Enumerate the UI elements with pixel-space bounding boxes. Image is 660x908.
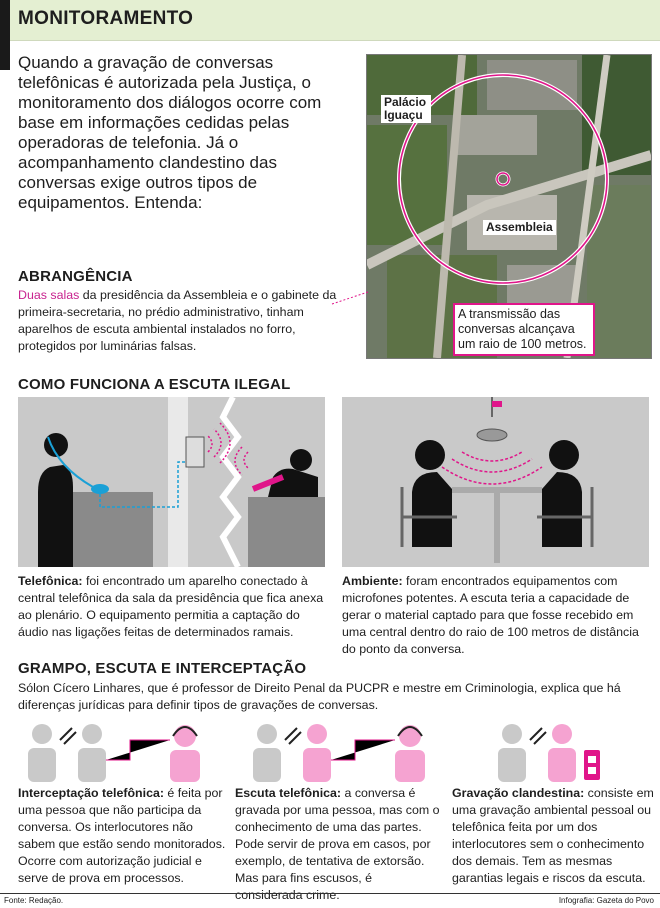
aerial-map — [366, 54, 652, 359]
gravacao-lead: Gravação clandestina: — [452, 786, 585, 800]
grampo-intro: Sólon Cícero Linhares, que é professor de Direito Penal da PUCPR e mestre em Criminologia, explica que há diferenças jurídicas para definir tipos de gravações de conversas. — [18, 681, 621, 712]
abrangencia-title: ABRANGÊNCIA — [18, 268, 133, 285]
como-funciona-title: COMO FUNCIONA A ESCUTA ILEGAL — [18, 376, 291, 393]
escuta-lead: Escuta telefônica: — [235, 786, 342, 800]
label-assembleia: Assembleia — [483, 220, 556, 235]
abrangencia-body: da presidência da Assembleia e o gabinete da primeira-secretaria, no prédio administrativo, tinham aparelhos de escuta ambiental instalados no forro, protegidos por luminárias falsas. — [18, 288, 337, 353]
telefonica-body: foi encontrado um aparelho conectado à central telefônica da sala da presidência que fica anexa ao plenário. O equipamento permitia a captação do áudio nas ligações feitas de determinados ramais. — [18, 574, 324, 639]
abrangencia-text — [18, 287, 340, 355]
map-callout: A transmissão das conversas alcançava um raio de 100 metros. — [453, 303, 595, 356]
grampo-title: GRAMPO, ESCUTA E INTERCEPTAÇÃO — [18, 660, 307, 677]
interceptacao-lead: Interceptação telefônica: — [18, 786, 164, 800]
dotted-leader-line — [330, 290, 370, 310]
gravacao-caption — [452, 785, 657, 887]
header-accent-bar — [0, 0, 10, 70]
telefonica-caption — [18, 573, 328, 641]
gravacao-body: consiste em uma gravação ambiental pessoal ou telefônica feita por um dos interlocutores sem o conhecimento dos demais. Tem as mesmas garantias legais e riscos da escuta. — [452, 786, 654, 885]
interceptacao-caption — [18, 785, 228, 887]
ambiente-body: foram encontrados equipamentos com microfones potentes. A escuta teria a capacidade de gerar o material captado para que fosse recebido em uma central dentro do raio de 100 metros de distância do ponto da conversa. — [342, 574, 639, 656]
footer-source: Fonte: Redação. — [4, 896, 64, 905]
footer-credit: Infografia: Gazeta do Povo — [558, 896, 654, 905]
page-title: MONITORAMENTO — [18, 8, 194, 29]
telefonica-illustration — [18, 397, 325, 567]
interceptacao-icon — [20, 720, 210, 782]
escuta-icon — [245, 720, 435, 782]
footer-divider — [0, 893, 660, 894]
escuta-caption — [235, 785, 440, 904]
intro-paragraph: Quando a gravação de conversas telefônicas é autorizada pela Justiça, o monitoramento dos diálogos ocorre com base em informações cedidas pelas operadoras de telefonia. Já o acompanhamento clandestino das conversas exige outros tipos de equipamentos. Entenda: — [18, 53, 322, 212]
ambiente-caption — [342, 573, 652, 658]
ambiente-illustration — [342, 397, 649, 567]
escuta-body: a conversa é gravada por uma pessoa, mas com o conhecimento de uma das partes. Pode servir de prova em casos, por exemplo, de tentativa de extorsão. Mas para fins escusos, é considerada crime. — [235, 786, 440, 902]
label-palacio-iguacu: Palácio Iguaçu — [381, 95, 431, 123]
interceptacao-body: é feita por uma pessoa que não participa da conversa. Os interlocutores não sabem que estão sendo monitorados. Ocorre com autorização judicial e serve de prova em processos. — [18, 786, 226, 885]
telefonica-lead: Telefônica: — [18, 574, 83, 588]
gravacao-clandestina-icon — [490, 720, 610, 782]
abrangencia-highlight: Duas salas — [18, 288, 80, 302]
ambiente-lead: Ambiente: — [342, 574, 403, 588]
